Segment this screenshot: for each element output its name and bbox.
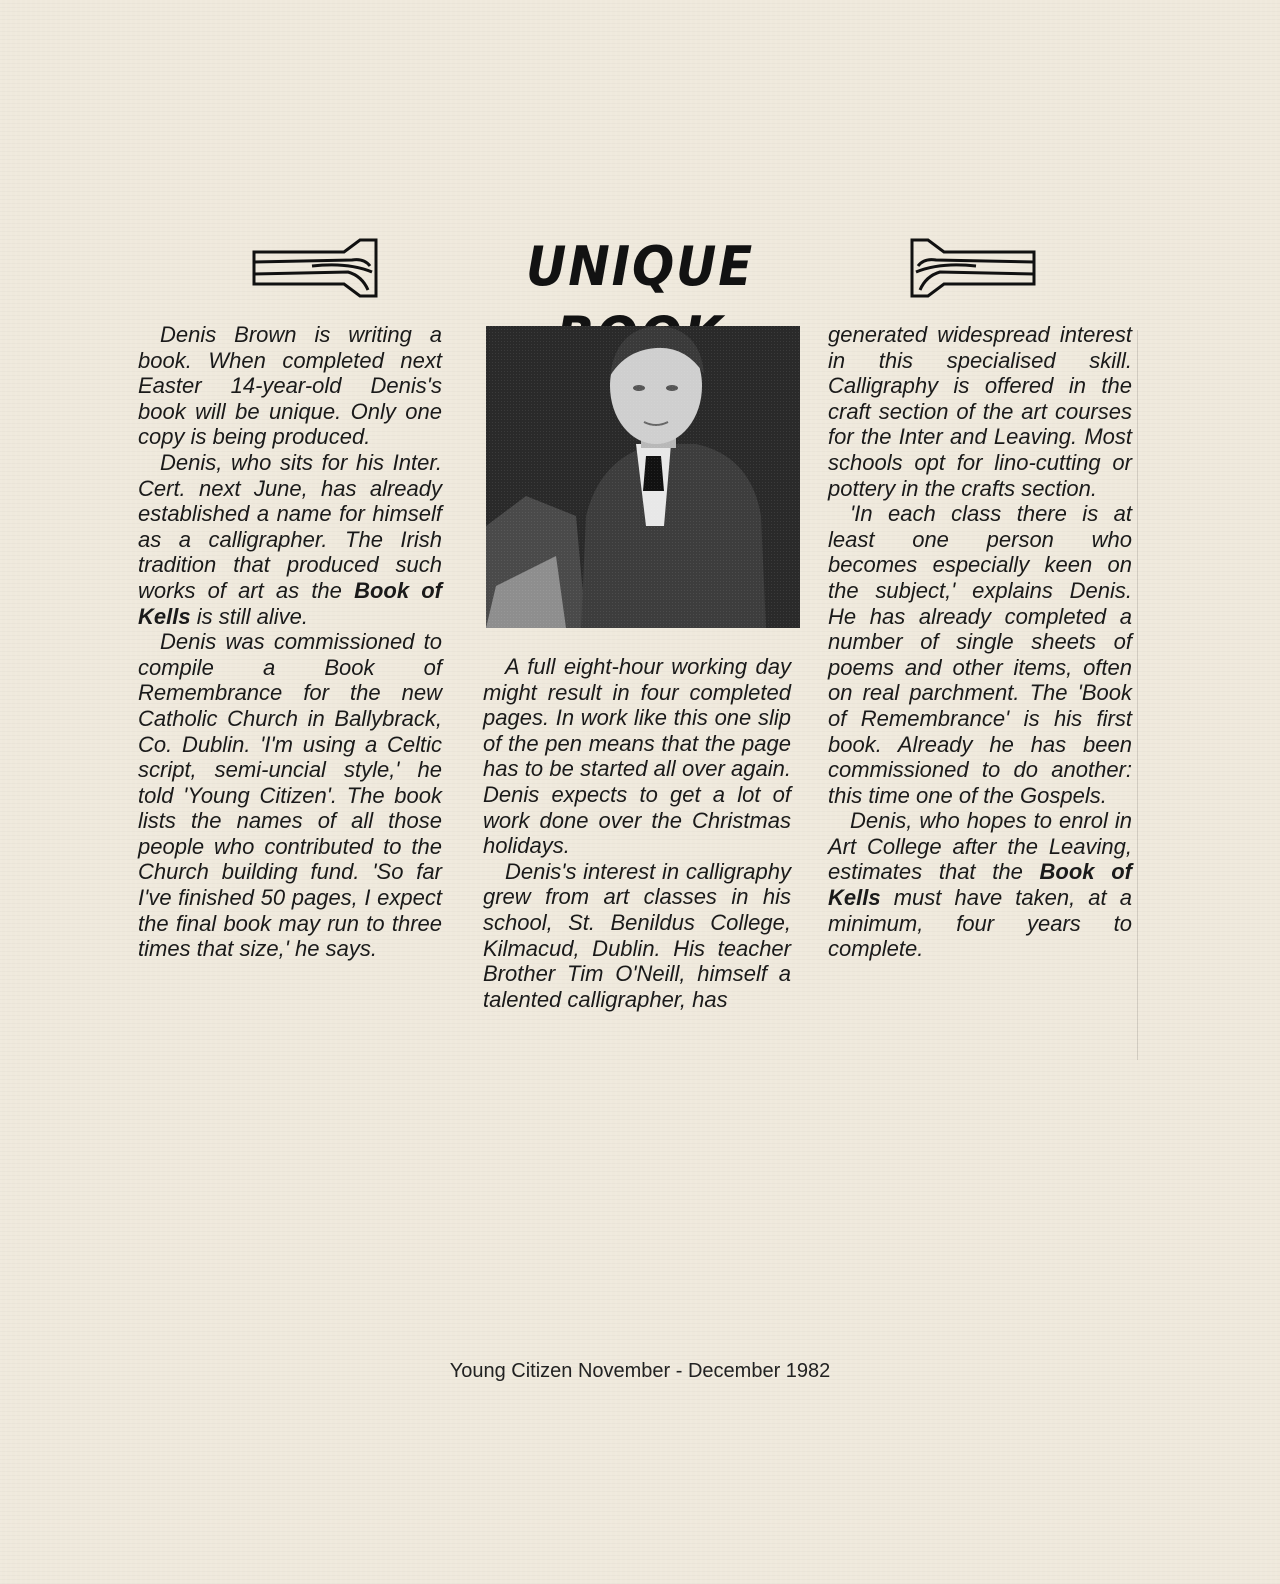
paragraph <box>828 808 1132 962</box>
source-caption: Young Citizen November - December 1982 <box>449 1360 831 1382</box>
right-quill-ornament-icon <box>908 236 1036 300</box>
paragraph: Denis was commissioned to compile a Book of Remembrance for the new Catholic Church in Ballybrack, Co. Dublin. 'I'm using a Celtic script, semi-uncial style,' he told 'Young Citizen'. The book lists the names of all those people who contributed to the Church building fund. 'So far I've finished 50 pages, I expect the final book may run to three times that size,' he says. <box>138 629 442 962</box>
left-quill-ornament-icon <box>252 236 380 300</box>
paragraph: Denis's interest in calligraphy grew from art classes in his school, St. Benildus College, Kilmacud, Dublin. His teacher Brother Tim O'Neill, himself a talented calligrapher, has <box>483 858 791 1012</box>
article-column-1 <box>138 322 442 962</box>
paragraph: Denis Brown is writing a book. When completed next Easter 14-year-old Denis's book will be unique. Only one copy is being produced. <box>138 322 442 450</box>
paragraph: generated widespread interest in this specialised skill. Calligraphy is offered in the craft section of the art courses for the Inter and Leaving. Most schools opt for lino-cutting or pottery in the crafts section. <box>828 322 1132 501</box>
clipping-edge <box>1137 330 1138 1060</box>
paragraph: 'In each class there is at least one person who becomes especially keen on the subject,' explains Denis. He has already completed a number of single sheets of poems and other items, often on real parchment. The 'Book of Remembrance' is his first book. Already he has been commissioned to do another: this time one of the Gospels. <box>828 501 1132 808</box>
article-column-3 <box>828 322 1132 962</box>
book-of-kells-bold: Book of Kells <box>138 577 442 629</box>
text-run: Denis, who sits for his Inter. Cert. next June, has already established a name for himself as a calligrapher. The Irish tradition that produced such works of art as the <box>138 449 442 603</box>
headline: UNIQUE <box>526 235 754 298</box>
portrait-photo <box>486 326 800 628</box>
article-column-2 <box>483 654 791 1012</box>
text-run: is still alive. <box>190 603 308 629</box>
paragraph <box>138 450 442 629</box>
paragraph: A full eight-hour working day might result in four completed pages. In work like this one slip of the pen means that the page has to be started all over again. Denis expects to get a lot of work done over the Christmas holidays. <box>483 654 791 859</box>
text-run: must have taken, at a minimum, four years to complete. <box>828 885 1132 962</box>
text-run: Denis, who hopes to enrol in Art College after the Leaving, estimates that the <box>828 808 1132 885</box>
book-of-kells-bold: Book of Kells <box>828 859 1132 911</box>
